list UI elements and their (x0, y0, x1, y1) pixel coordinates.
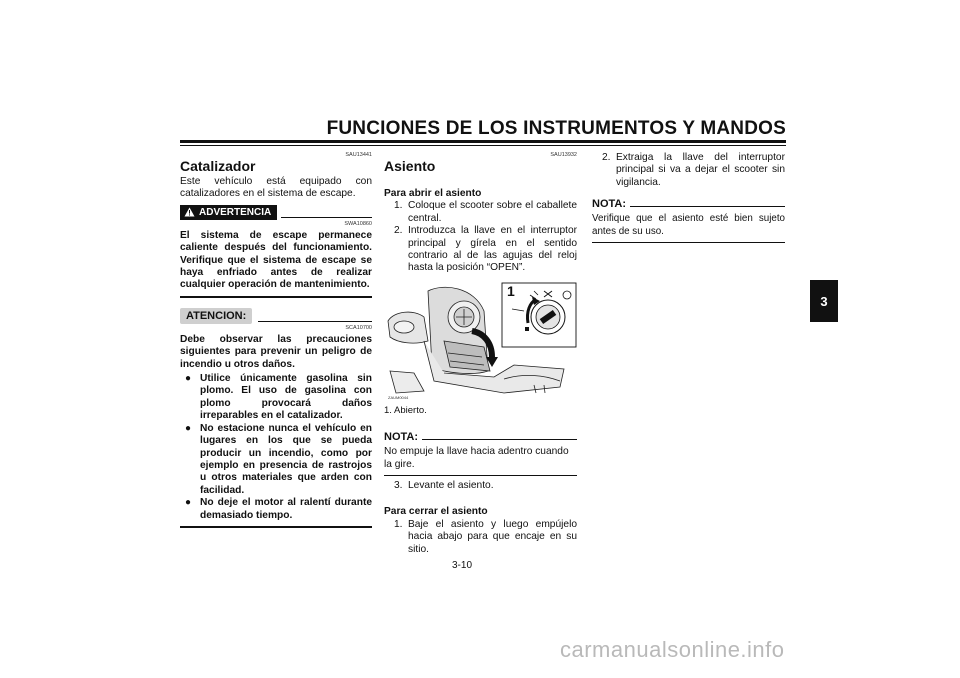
caution-end-rule (180, 526, 372, 528)
catalizador-intro: Este vehículo está equipado con catalizadores en el sistema de escape. (180, 176, 372, 200)
list-item: ● No estacione nunca el vehículo en lugares en los que se pueda producir un incendio, como por ejemplo en presencia de rastrojos u otros materiales que arden con facilidad. (180, 423, 372, 497)
warning-end-rule (180, 296, 372, 298)
watermark: carmanualsonline.info (560, 637, 785, 662)
list-item: ● No deje el motor al ralentí durante demasiado tiempo. (180, 497, 372, 522)
nota-text: Verifique que el asiento esté bien sujeto antes de su uso. (592, 213, 785, 237)
nota-header (384, 431, 577, 443)
warning-text: El sistema de escape permanece caliente después del funcionamiento. Verifique que el sistema de escape se haya enfriado antes de realizar cualquier operación de mantenimiento. (180, 229, 372, 291)
caution-code: SCA10700 (345, 324, 372, 331)
list-item: 1. Baje el asiento y luego empújelo hacia abajo para que encaje en su sitio. (394, 518, 577, 555)
nota-rule (630, 206, 785, 207)
scooter-seat-illustration (384, 281, 577, 403)
nota-header (592, 198, 785, 210)
section-title-catalizador: Catalizador (180, 158, 256, 174)
chapter-tab: 3 (810, 280, 838, 322)
right-column (592, 152, 785, 243)
header-rule-thin (180, 145, 786, 146)
nota-label: NOTA: (592, 198, 627, 211)
nota-rule (422, 439, 577, 440)
list-item: ● Utilice únicamente gasolina sin plomo. El uso de gasolina con plomo provocará daños irreparables en el catalizador. (180, 373, 372, 423)
section-title-asiento: Asiento (384, 158, 436, 174)
warning-code: SWA10860 (344, 220, 372, 227)
warning-triangle-icon (184, 207, 195, 217)
nota-label: NOTA: (384, 431, 419, 444)
warning-rule (281, 217, 372, 218)
caution-text: Debe observar las precauciones siguientes para prevenir un peligro de incendio u otros daños. (180, 333, 372, 370)
nota-text: No empuje la llave hacia adentro cuando la gire. (384, 446, 569, 470)
list-item: 2. Introduzca la llave en el interruptor principal y gírela en el sentido contrario al de las agujas del reloj hasta la posición “OPEN”. (394, 225, 577, 274)
figure-caption: 1. Abierto. (384, 404, 427, 416)
close-seat-heading: Para cerrar el asiento (384, 506, 488, 518)
section-code: SAU13441 (345, 152, 372, 158)
open-seat-heading: Para abrir el asiento (384, 188, 482, 199)
caution-badge: ATENCION: (180, 308, 252, 324)
header-rule (180, 140, 786, 143)
warning-badge: ADVERTENCIA (180, 205, 277, 220)
warning-header (180, 205, 372, 220)
caution-rule (258, 321, 372, 322)
page-number: 3-10 (452, 560, 473, 571)
nota-end-rule (592, 242, 785, 243)
section-code: SAU13932 (550, 152, 577, 158)
list-item: 1. Coloque el scooter sobre el caballete central. (394, 200, 577, 224)
list-item: 2. Extraiga la llave del interruptor principal si va a dejar el scooter sin vigilancia. (602, 152, 785, 188)
left-column (180, 152, 372, 528)
figure-code: ZAUM0044 (388, 394, 409, 400)
nota-end-rule (384, 475, 577, 476)
figure-callout-1: 1 (507, 282, 515, 299)
caution-header (180, 308, 372, 324)
middle-column (384, 152, 577, 556)
caution-bullets (180, 373, 372, 522)
list-item: 3. Levante el asiento. (394, 480, 494, 492)
seat-figure (384, 281, 577, 403)
page-header-title: FUNCIONES DE LOS INSTRUMENTOS Y MANDOS (326, 118, 786, 139)
